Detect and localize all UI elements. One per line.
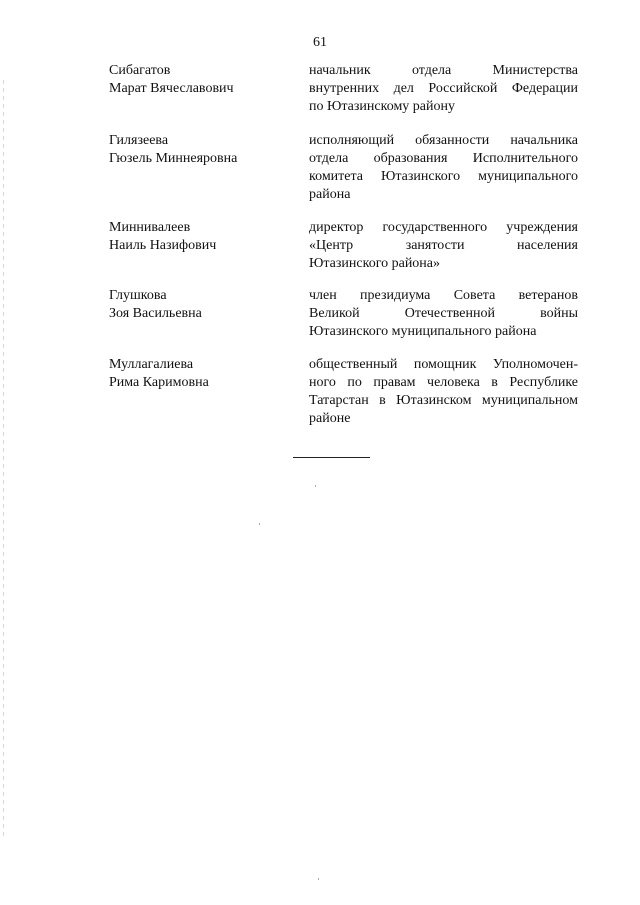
position-line: комитета Ютазинского муниципального [309, 169, 578, 184]
person-name [109, 219, 299, 255]
position-line: общественный помощник Уполномочен- [309, 357, 578, 372]
page-number: 61 [313, 35, 327, 50]
position-description [309, 62, 578, 116]
given-names: Марат Вячеславович [109, 81, 234, 96]
scan-margin-artifact [3, 80, 4, 840]
position-line: директор государственного учреждения [309, 220, 578, 235]
surname: Гилязеева [109, 133, 169, 148]
position-line: Ютазинского района» [309, 256, 441, 271]
person-name [109, 356, 299, 392]
position-line: района [309, 187, 351, 202]
given-names: Рима Каримовна [109, 375, 209, 390]
given-names: Зоя Васильевна [109, 306, 202, 321]
surname: Глушкова [109, 288, 167, 303]
position-line: ного по правам человека в Республике [309, 375, 578, 390]
end-divider-line [293, 457, 370, 458]
given-names: Гюзель Миннеяровна [109, 151, 238, 166]
position-line: член президиума Совета ветеранов [309, 288, 578, 303]
position-description [309, 219, 578, 273]
surname: Миннивалеев [109, 220, 191, 235]
position-description [309, 132, 578, 204]
position-line: Великой Отечественной войны [309, 306, 578, 321]
position-description [309, 356, 578, 428]
scan-speck [318, 878, 319, 880]
person-name [109, 132, 299, 168]
position-line: внутренних дел Российской Федерации [309, 81, 578, 96]
given-names: Наиль Назифович [109, 238, 217, 253]
position-line: Ютазинского муниципального района [309, 324, 537, 339]
surname: Муллагалиева [109, 357, 194, 372]
person-name [109, 62, 299, 98]
scan-speck [315, 485, 316, 487]
scan-speck [259, 523, 260, 525]
position-line: отдела образования Исполнительного [309, 151, 578, 166]
position-line: «Центр занятости населения [309, 238, 578, 253]
surname: Сибагатов [109, 63, 171, 78]
position-description [309, 287, 578, 341]
position-line: по Ютазинскому району [309, 99, 455, 114]
position-line: районе [309, 411, 351, 426]
position-line: Татарстан в Ютазинском муниципальном [309, 393, 578, 408]
person-name [109, 287, 299, 323]
position-line: начальник отдела Министерства [309, 63, 578, 78]
position-line: исполняющий обязанности начальника [309, 133, 578, 148]
